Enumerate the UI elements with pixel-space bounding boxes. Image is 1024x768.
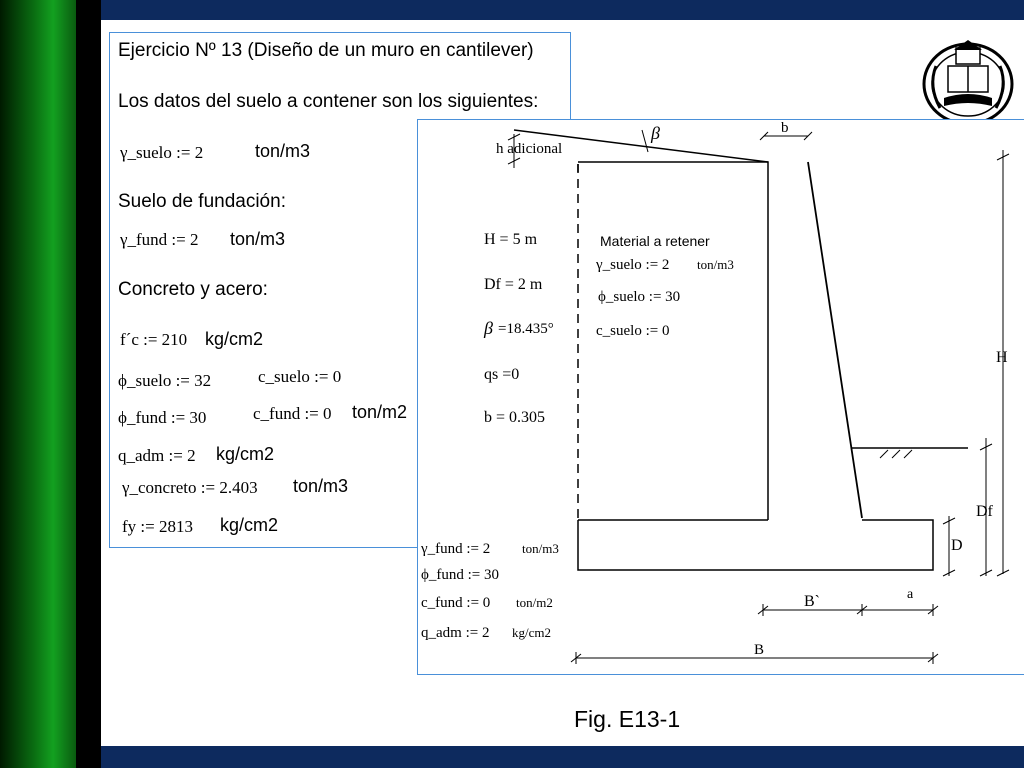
university-seal-logo xyxy=(918,36,1018,122)
Bprime-label: B` xyxy=(804,593,820,610)
b-top-label: b xyxy=(781,120,789,136)
retaining-wall-diagram xyxy=(418,120,1024,674)
fund-phi-value: ϕ_fund := 30 xyxy=(421,567,500,583)
h-adicional-label: h adicional xyxy=(496,141,563,157)
fc-value: f´c := 210 xyxy=(120,330,188,349)
retaining-wall-diagram-panel xyxy=(417,119,1024,675)
H-value-text: H = 5 m xyxy=(484,231,538,248)
material-gamma-unit: ton/m3 xyxy=(697,257,734,272)
q-adm-unit: kg/cm2 xyxy=(216,444,275,464)
concreto-acero-heading: Concreto y acero: xyxy=(118,279,268,300)
wall-stem-back-line xyxy=(578,162,768,520)
material-c-value: c_suelo := 0 xyxy=(596,323,670,339)
intro-text: Los datos del suelo a contener son los siguientes: xyxy=(118,91,539,112)
fund-gamma-value: γ_fund := 2 xyxy=(421,541,491,557)
gamma-fund-unit: ton/m3 xyxy=(230,229,286,249)
beta-angle-label: β xyxy=(651,123,660,143)
c-suelo-value: c_suelo := 0 xyxy=(258,367,342,386)
beta-value-text: =18.435° xyxy=(498,321,554,337)
fc-unit: kg/cm2 xyxy=(205,329,264,349)
figure-caption: Fig. E13-1 xyxy=(574,706,681,732)
top-bar xyxy=(101,0,1024,20)
gamma-concreto-value: γ_concreto := 2.403 xyxy=(122,478,258,497)
fy-unit: kg/cm2 xyxy=(220,515,279,535)
c-fund-unit: ton/m2 xyxy=(352,402,408,422)
beta-value-symbol: β xyxy=(484,318,493,338)
Df-label: Df xyxy=(976,503,993,520)
fund-c-unit: ton/m2 xyxy=(516,595,553,610)
a-label: a xyxy=(907,587,914,602)
fy-value: fy := 2813 xyxy=(122,517,193,536)
H-label: H xyxy=(996,349,1008,366)
material-phi-value: ϕ_suelo := 30 xyxy=(598,289,681,305)
phi-fund-value: ϕ_fund := 30 xyxy=(118,408,207,427)
footing-outline xyxy=(578,520,933,570)
wall-stem-front-line xyxy=(808,162,862,518)
c-fund-value: c_fund := 0 xyxy=(253,404,332,423)
exercise-title: Ejercicio Nº 13 (Diseño de un muro en cantilever) xyxy=(118,40,534,61)
fund-q-adm-unit: kg/cm2 xyxy=(512,625,551,640)
gamma-concreto-unit: ton/m3 xyxy=(293,476,349,496)
material-retener-title: Material a retener xyxy=(600,233,710,249)
gamma-fund-value: γ_fund := 2 xyxy=(120,230,199,249)
left-green-stripe xyxy=(0,0,76,768)
q-adm-value: q_adm := 2 xyxy=(118,446,196,465)
material-gamma-value: γ_suelo := 2 xyxy=(596,257,670,273)
Df-value-text: Df = 2 m xyxy=(484,276,543,293)
B-label: B xyxy=(754,642,765,658)
phi-suelo-value: ϕ_suelo := 32 xyxy=(118,371,212,390)
qs-value-text: qs =0 xyxy=(484,366,520,383)
suelo-fundacion-heading: Suelo de fundación: xyxy=(118,191,286,212)
bottom-bar xyxy=(101,746,1024,768)
fund-q-adm-value: q_adm := 2 xyxy=(421,625,490,641)
left-black-stripe xyxy=(76,0,101,768)
b-value-text: b = 0.305 xyxy=(484,409,546,426)
fund-c-value: c_fund := 0 xyxy=(421,595,491,611)
D-label: D xyxy=(951,537,963,554)
gamma-suelo-unit: ton/m3 xyxy=(255,141,311,161)
fund-gamma-unit: ton/m3 xyxy=(522,541,559,556)
gamma-suelo-value: γ_suelo := 2 xyxy=(120,143,204,162)
